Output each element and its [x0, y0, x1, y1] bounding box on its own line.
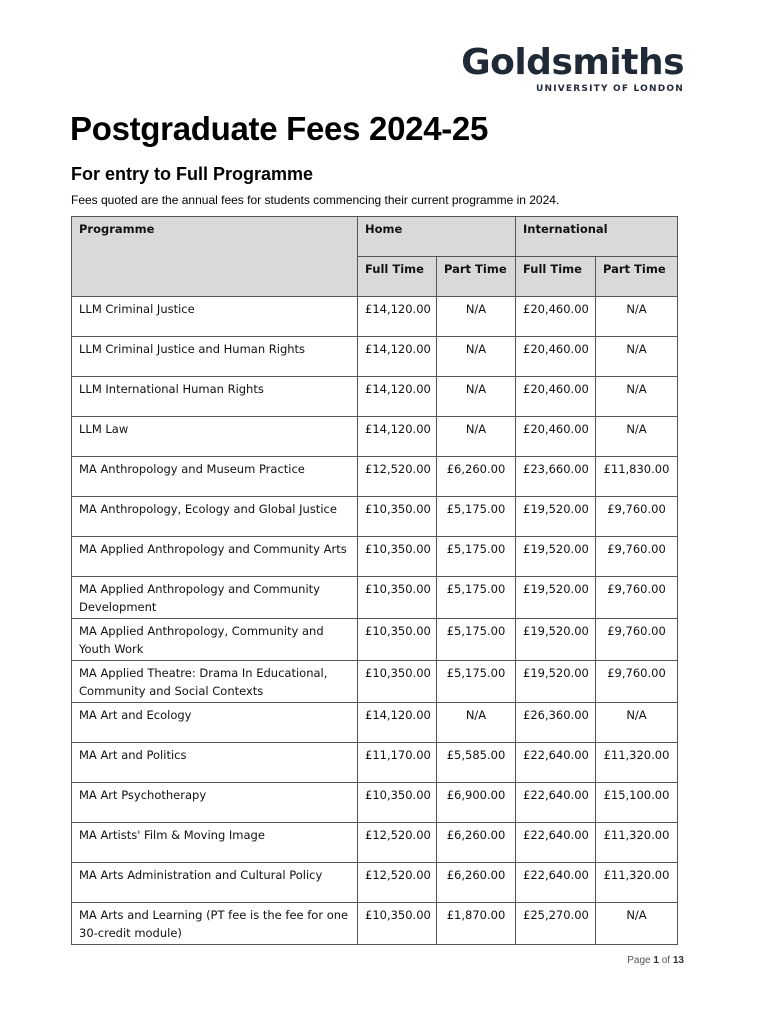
- intl-part-time-cell: N/A: [596, 903, 678, 945]
- intl-full-time-cell: £22,640.00: [516, 823, 596, 863]
- intl-full-time-cell: £20,460.00: [516, 297, 596, 337]
- intl-part-time-cell: N/A: [596, 297, 678, 337]
- home-part-time-cell: £6,260.00: [437, 457, 516, 497]
- intl-part-time-cell: £11,320.00: [596, 743, 678, 783]
- intl-part-time-cell: £11,830.00: [596, 457, 678, 497]
- home-part-time-cell: £5,175.00: [437, 537, 516, 577]
- table-row: [72, 903, 678, 945]
- home-full-time-cell: £14,120.00: [358, 337, 437, 377]
- programme-cell: LLM International Human Rights: [72, 377, 358, 417]
- programme-cell: MA Art Psychotherapy: [72, 783, 358, 823]
- pager-current: 1: [653, 955, 659, 966]
- programme-cell: MA Applied Anthropology and Community Arts: [72, 537, 358, 577]
- intl-part-time-cell: £9,760.00: [596, 497, 678, 537]
- intl-full-time-cell: £26,360.00: [516, 703, 596, 743]
- table-row: [72, 377, 678, 417]
- home-part-time-cell: £5,585.00: [437, 743, 516, 783]
- logo-wordmark: Goldsmiths: [461, 42, 684, 83]
- page-number: [627, 955, 684, 966]
- intl-full-time-cell: £19,520.00: [516, 497, 596, 537]
- intl-full-time-cell: £22,640.00: [516, 743, 596, 783]
- home-full-time-cell: £10,350.00: [358, 903, 437, 945]
- home-part-time-cell: £1,870.00: [437, 903, 516, 945]
- programme-cell: MA Applied Anthropology and Community Development: [72, 577, 358, 619]
- header-international: International: [516, 217, 678, 257]
- home-full-time-cell: £14,120.00: [358, 297, 437, 337]
- home-part-time-cell: £6,260.00: [437, 863, 516, 903]
- goldsmiths-logo: [461, 44, 684, 94]
- home-full-time-cell: £14,120.00: [358, 417, 437, 457]
- intl-part-time-cell: £9,760.00: [596, 537, 678, 577]
- home-part-time-cell: £5,175.00: [437, 577, 516, 619]
- table-row: [72, 823, 678, 863]
- table-row: [72, 337, 678, 377]
- home-full-time-cell: £10,350.00: [358, 619, 437, 661]
- header-home: Home: [358, 217, 516, 257]
- home-part-time-cell: £5,175.00: [437, 619, 516, 661]
- page-title: Postgraduate Fees 2024-25: [70, 110, 489, 147]
- home-part-time-cell: N/A: [437, 417, 516, 457]
- programme-cell: MA Applied Theatre: Drama In Educational, Community and Social Contexts: [72, 661, 358, 703]
- header-home-full-time: Full Time: [358, 257, 437, 297]
- table-row: [72, 537, 678, 577]
- header-intl-full-time: Full Time: [516, 257, 596, 297]
- programme-cell: LLM Law: [72, 417, 358, 457]
- table-row: [72, 783, 678, 823]
- table-row: [72, 661, 678, 703]
- table-row: [72, 619, 678, 661]
- table-row: [72, 457, 678, 497]
- home-part-time-cell: N/A: [437, 703, 516, 743]
- intl-full-time-cell: £19,520.00: [516, 537, 596, 577]
- intl-full-time-cell: £19,520.00: [516, 661, 596, 703]
- intl-part-time-cell: £11,320.00: [596, 823, 678, 863]
- programme-cell: MA Arts and Learning (PT fee is the fee for one 30-credit module): [72, 903, 358, 945]
- intl-full-time-cell: £20,460.00: [516, 417, 596, 457]
- home-part-time-cell: £5,175.00: [437, 661, 516, 703]
- programme-cell: MA Artists' Film & Moving Image: [72, 823, 358, 863]
- home-part-time-cell: £6,900.00: [437, 783, 516, 823]
- table-row: [72, 577, 678, 619]
- intl-full-time-cell: £20,460.00: [516, 337, 596, 377]
- pager-total: 13: [672, 955, 684, 966]
- home-full-time-cell: £10,350.00: [358, 783, 437, 823]
- home-part-time-cell: £6,260.00: [437, 823, 516, 863]
- fees-note: Fees quoted are the annual fees for students commencing their current programme in 2024.: [71, 193, 560, 207]
- home-full-time-cell: £10,350.00: [358, 577, 437, 619]
- home-full-time-cell: £11,170.00: [358, 743, 437, 783]
- pager-prefix: Page: [627, 955, 651, 966]
- header-programme: Programme: [72, 217, 358, 297]
- programme-cell: LLM Criminal Justice: [72, 297, 358, 337]
- intl-full-time-cell: £22,640.00: [516, 783, 596, 823]
- programme-cell: MA Art and Politics: [72, 743, 358, 783]
- logo-subtitle: UNIVERSITY OF LONDON: [535, 84, 684, 94]
- table-row: [72, 417, 678, 457]
- home-full-time-cell: £10,350.00: [358, 497, 437, 537]
- header-home-part-time: Part Time: [437, 257, 516, 297]
- intl-part-time-cell: N/A: [596, 703, 678, 743]
- intl-part-time-cell: £9,760.00: [596, 661, 678, 703]
- home-part-time-cell: N/A: [437, 337, 516, 377]
- intl-part-time-cell: N/A: [596, 417, 678, 457]
- intl-full-time-cell: £19,520.00: [516, 577, 596, 619]
- programme-cell: LLM Criminal Justice and Human Rights: [72, 337, 358, 377]
- home-part-time-cell: N/A: [437, 297, 516, 337]
- programme-cell: MA Art and Ecology: [72, 703, 358, 743]
- programme-cell: MA Arts Administration and Cultural Policy: [72, 863, 358, 903]
- home-full-time-cell: £10,350.00: [358, 661, 437, 703]
- table-row: [72, 703, 678, 743]
- intl-part-time-cell: £11,320.00: [596, 863, 678, 903]
- table-row: [72, 743, 678, 783]
- programme-cell: MA Applied Anthropology, Community and Youth Work: [72, 619, 358, 661]
- intl-full-time-cell: £25,270.00: [516, 903, 596, 945]
- intl-full-time-cell: £23,660.00: [516, 457, 596, 497]
- home-full-time-cell: £10,350.00: [358, 537, 437, 577]
- header-intl-part-time: Part Time: [596, 257, 678, 297]
- home-part-time-cell: £5,175.00: [437, 497, 516, 537]
- home-full-time-cell: £12,520.00: [358, 863, 437, 903]
- table-row: [72, 863, 678, 903]
- table-row: [72, 497, 678, 537]
- intl-full-time-cell: £19,520.00: [516, 619, 596, 661]
- home-full-time-cell: £14,120.00: [358, 377, 437, 417]
- intl-part-time-cell: £15,100.00: [596, 783, 678, 823]
- programme-cell: MA Anthropology, Ecology and Global Justice: [72, 497, 358, 537]
- programme-cell: MA Anthropology and Museum Practice: [72, 457, 358, 497]
- home-part-time-cell: N/A: [437, 377, 516, 417]
- pager-sep: of: [661, 955, 671, 966]
- intl-full-time-cell: £20,460.00: [516, 377, 596, 417]
- section-heading: For entry to Full Programme: [71, 164, 314, 184]
- fees-table-body: [72, 297, 678, 945]
- home-full-time-cell: £14,120.00: [358, 703, 437, 743]
- intl-part-time-cell: £9,760.00: [596, 577, 678, 619]
- home-full-time-cell: £12,520.00: [358, 823, 437, 863]
- home-full-time-cell: £12,520.00: [358, 457, 437, 497]
- intl-part-time-cell: N/A: [596, 337, 678, 377]
- intl-part-time-cell: N/A: [596, 377, 678, 417]
- table-row: [72, 297, 678, 337]
- fees-table: [71, 216, 678, 945]
- intl-full-time-cell: £22,640.00: [516, 863, 596, 903]
- intl-part-time-cell: £9,760.00: [596, 619, 678, 661]
